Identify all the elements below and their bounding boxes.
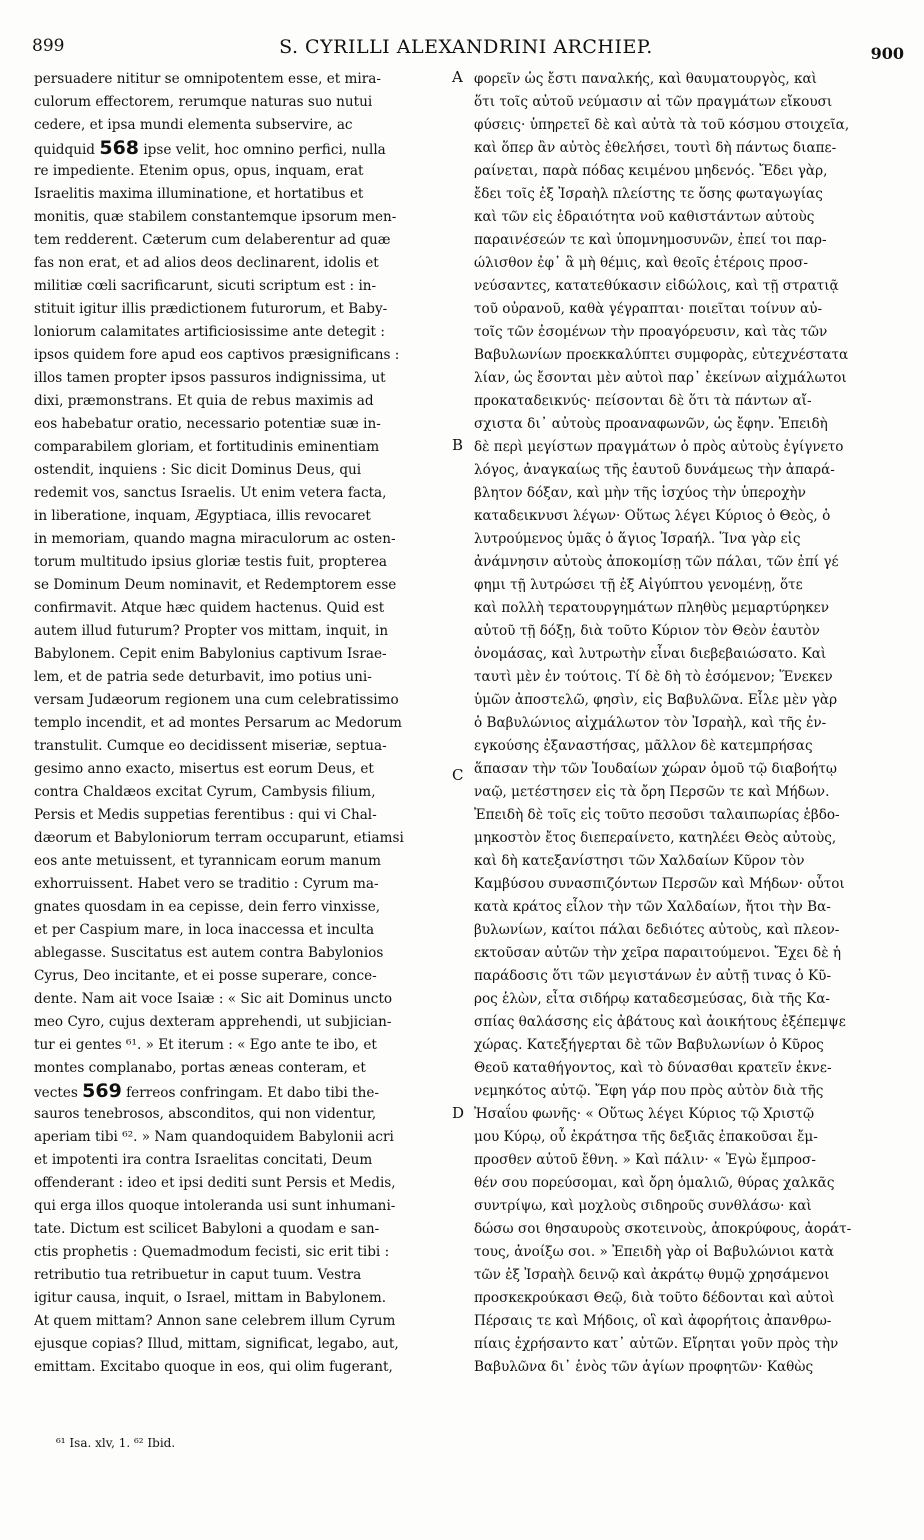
greek-text-line: ταυτὶ μὲν ἐν τούτοις. Τί δὲ δὴ τὸ ἐσόμενον; Ἕνεκεν	[474, 669, 833, 685]
greek-text-line: Βαβυλῶνα δι᾽ ἑνὸς τῶν ἁγίων προφητῶν· Καθὼς	[474, 1359, 814, 1375]
greek-text-line: μηκοστὸν ἔτος διεπεραίνετο, κατηλέει Θεὸς αὐτοὺς,	[474, 830, 837, 846]
column-number: 569	[82, 1080, 122, 1102]
greek-text-line: δώσω σοι θησαυροὺς σκοτεινοὺς, ἀποκρύφους, ἀοράτ-	[474, 1221, 852, 1237]
latin-text-line: Israelitis maxima illuminatione, et hortatibus et	[34, 186, 364, 202]
greek-text-line: Βαβυλωνίων προεκκαλύπτει συμφορὰς, εὐτεχνέστατα	[474, 347, 849, 363]
latin-text-line: gesimo anno exacto, misertus est eorum Deus, et	[34, 761, 374, 777]
latin-text-line: illos tamen propter ipsos passuros indignissima, ut	[34, 370, 386, 386]
greek-text-line: ὑμῶν ἀποστελῶ, φησὶν, εἰς Βαβυλῶνα. Εἷλε μὲν γὰρ	[474, 692, 838, 708]
latin-text-line: quidquid 568 ipse velit, hoc omnino perfici, nulla	[34, 137, 386, 159]
latin-text-line: montes complanabo, portas æneas conteram, et	[34, 1060, 366, 1076]
latin-text-line: transtulit. Cumque eo decidissent miseriæ, septua-	[34, 738, 387, 754]
greek-text-line: Καμβύσου συνασπιζόντων Περσῶν καὶ Μήδων· οὗτοι	[474, 876, 845, 892]
greek-text-line: εγκούσης ἐξαναστήσας, μᾶλλον δὲ κατεμπρήσας	[474, 738, 813, 754]
greek-column	[474, 68, 904, 1379]
footnote: ⁶¹ Isa. xlv, 1. ⁶² Ibid.	[56, 1436, 176, 1450]
greek-text-line: παράδοσις ὅτι τῶν μεγιστάνων ἐν αὐτῇ τινας ὁ Κῦ-	[474, 968, 832, 984]
greek-text-line: τοῖς τῶν ἐσομένων τὴν προαγόρευσιν, καὶ τὰς τῶν	[474, 324, 828, 340]
greek-text-line: καταδεικνυσι λέγων· Οὕτως λέγει Κύριος ὁ Θεὸς, ὁ	[474, 508, 831, 524]
latin-text-line: se Dominum Deum nominavit, et Redemptorem esse	[34, 577, 397, 593]
greek-text-line: τοῦ οὐρανοῦ, καθὰ γέγραπται· ποιεῖται τοίνυν αὐ-	[474, 301, 823, 317]
greek-text-line: φημι τῇ λυτρώσει τῇ ἐξ Αἰγύπτου γενομένῃ, ὅτε	[474, 577, 803, 593]
latin-text-line: gnates quosdam in ea cepisse, dein ferro vinxisse,	[34, 899, 381, 915]
latin-text-line: ablegasse. Suscitatus est autem contra Babylonios	[34, 945, 384, 961]
latin-text-line: ipsos quidem fore apud eos captivos præsignificans :	[34, 347, 400, 363]
section-marker-c: C	[452, 766, 464, 784]
latin-text-line: et impotenti ira contra Israelitas concitati, Deum	[34, 1152, 373, 1168]
latin-text-line: loniorum calamitates artificiosissime ante detegit :	[34, 324, 385, 340]
latin-text-line: Cyrus, Deo incitante, et ei posse superare, conce-	[34, 968, 377, 984]
greek-text-line: ἀνάμνησιν αὐτοὺς ἀποκομίσῃ τῶν πάλαι, τῶν ἐπί γέ	[474, 554, 839, 570]
latin-text-line: eos ante metuissent, et tyrannicam eorum manum	[34, 853, 382, 869]
latin-text-line: confirmavit. Atque hæc quidem hactenus. Quid est	[34, 600, 385, 616]
greek-text-line: νεύσαντες, κατατεθύκασιν εἰδώλοις, καὶ τῇ στρατιᾷ	[474, 278, 839, 294]
greek-text-line: τους, ἀνοίξω σοι. » Ἐπειδὴ γὰρ οἱ Βαβυλώνιοι κατὰ	[474, 1244, 834, 1260]
latin-text-line: lem, et de patria sede deturbavit, imo potius uni-	[34, 669, 372, 685]
latin-text-line: igitur causa, inquit, o Israel, mittam in Babylonem.	[34, 1290, 387, 1306]
greek-text-line: καὶ δὴ κατεξανίστησι τῶν Χαλδαίων Κῦρον τὸν	[474, 853, 805, 869]
latin-column	[34, 68, 446, 1379]
greek-text-line: λίαν, ὡς ἔσονται μὲν αὐτοὶ παρ᾽ ἐκείνων αἰχμάλωτοι	[474, 370, 847, 386]
greek-text-line: προσθεν αὐτοῦ ἔθνη. » Καὶ πάλιν· « Ἐγὼ ἔμπροσ-	[474, 1152, 816, 1168]
latin-text-line: tur ei gentes ⁶¹. » Et iterum : « Ego ante te ibo, et	[34, 1037, 377, 1053]
latin-text-line: ejusque copias? Illud, mittam, significat, legabo, aut,	[34, 1336, 399, 1352]
greek-text-line: ὅτι τοῖς αὐτοῦ νεύμασιν αἱ τῶν πραγμάτων εἴκουσι	[474, 94, 833, 110]
greek-text-line: καὶ ὅπερ ἂν αὐτὸς ἐθελήσει, τουτὶ δὴ πάντως διαπε-	[474, 140, 837, 156]
latin-text-line: exhorruissent. Habet vero se traditio : Cyrum ma-	[34, 876, 379, 892]
latin-text-line: contra Chaldæos excitat Cyrum, Cambysis filium,	[34, 784, 376, 800]
latin-text-line: retributio tua retribuetur in caput tuum. Vestra	[34, 1267, 362, 1283]
greek-text-line: παραινέσεών τε καὶ ὑπομνημοσυνῶν, ἐπεί τοι παρ-	[474, 232, 827, 248]
latin-text-line: dæorum et Babyloniorum terram occuparunt, etiamsi	[34, 830, 404, 846]
latin-text-line: ostendit, inquiens : Sic dicit Dominus Deus, qui	[34, 462, 362, 478]
greek-text-line: βυλωνίων, καίτοι πάλαι δεδιότες αὐτοὺς, καὶ πλεον-	[474, 922, 840, 938]
greek-text-line: σπίας θαλάσσης εἰς ἀβάτους καὶ ἀοικήτους ἐξέπεμψε	[474, 1014, 846, 1030]
greek-text-line: πίαις ἐχρήσαντο κατ᾽ αὐτῶν. Εἴρηται γοῦν πρὸς τὴν	[474, 1336, 839, 1352]
greek-text-line: καὶ πολλὴ τερατουργημάτων πληθὺς μεμαρτύρηκεν	[474, 600, 829, 616]
greek-text-line: ἔδει τοῖς ἐξ Ἰσραὴλ πλείστης τε ὅσης φωταγωγίας	[474, 186, 823, 202]
greek-text-line: λόγος, ἀναγκαίως τῆς ἑαυτοῦ δυνάμεως τὴν ἀπαρά-	[474, 462, 835, 478]
greek-text-line: αὐτοῦ τῇ δόξῃ, διὰ τοῦτο Κύριον τὸν Θεὸν ἑαυτὸν	[474, 623, 820, 639]
greek-text-line: Ἠσαΐου φωνῆς· « Οὕτως λέγει Κύριος τῷ Χριστῷ	[474, 1106, 815, 1122]
latin-text-line: emittam. Excitabo quoque in eos, qui olim fugerant,	[34, 1359, 393, 1375]
latin-text-line: redemit vos, sanctus Israelis. Ut enim vetera facta,	[34, 485, 387, 501]
latin-text-line: fas non erat, et ad alios deos declinarent, idolis et	[34, 255, 379, 271]
column-number: 568	[99, 137, 140, 159]
greek-text-line: ὀνομάσας, καὶ λυτρωτὴν εἶναι διεβεβαιώσατο. Καὶ	[474, 646, 827, 662]
greek-text-line: Θεοῦ καταθήγοντος, καὶ τὸ δύνασθαι κρατεῖν ἐκνε-	[474, 1060, 832, 1076]
latin-text-line: comparabilem gloriam, et fortitudinis eminentiam	[34, 439, 380, 455]
page-header	[28, 36, 904, 70]
latin-text-line: autem illud futurum? Propter vos mittam, inquit, in	[34, 623, 389, 639]
latin-text-line: re impediente. Etenim opus, opus, inquam, erat	[34, 163, 364, 179]
latin-text-line: tate. Dictum est scilicet Babyloni a quodam e san-	[34, 1221, 380, 1237]
latin-text-line: stituit igitur illis prædictionem futurorum, et Baby-	[34, 301, 388, 317]
greek-text-line: ναῷ, μετέστησεν εἰς τὰ ὄρη Περσῶν τε καὶ Μήδων.	[474, 784, 830, 800]
greek-text-line: ώλισθον ἐφ᾽ ἃ μὴ θέμις, καὶ θεοῖς ἑτέροις προσ-	[474, 255, 808, 271]
latin-text-line: tem redderent. Cæterum cum delaberentur ad quæ	[34, 232, 391, 248]
greek-text-line: ραίνεται, παρὰ πόδας κειμένου μηδενός. Ἔδει γὰρ,	[474, 163, 828, 179]
greek-text-line: τῶν ἐξ Ἰσραὴλ δεινῷ καὶ ἀκράτῳ θυμῷ χρησάμενοι	[474, 1267, 830, 1283]
greek-text-line: φύσεις· ὑπηρετεῖ δὲ καὶ αὐτὰ τὰ τοῦ κόσμου στοιχεῖα,	[474, 117, 850, 133]
page-number-right: 900	[870, 44, 904, 63]
page-number-left: 899	[32, 36, 65, 56]
greek-text-line: βλητον δόξαν, καὶ μὴν τῆς ἰσχύος τὴν ὑπεροχὴν	[474, 485, 806, 501]
greek-text-line: λυτρούμενος ὑμᾶς ὁ ἅγιος Ἰσραήλ. Ἵνα γὰρ εἰς	[474, 531, 801, 547]
latin-text-line: aperiam tibi ⁶². » Nam quandoquidem Babylonii acri	[34, 1129, 394, 1145]
greek-text-line: καὶ τῶν εἰς ἑδραιότητα νοῦ καθιστάντων αὐτοὺς	[474, 209, 815, 225]
greek-text-line: μου Κύρῳ, οὗ ἐκράτησα τῆς δεξιᾶς ἐπακοῦσαι ἔμ-	[474, 1129, 818, 1145]
latin-text-line: in memoriam, quando magna miraculorum ac osten-	[34, 531, 396, 547]
latin-text-line: et per Caspium mare, in loca inaccessa et inculta	[34, 922, 375, 938]
greek-text-line: εκτοῦσαν αὐτῶν τὴν χεῖρα παραιτούμενοι. Ἔχει δὲ ἡ	[474, 945, 841, 961]
latin-text-line: meo Cyro, cujus dexteram apprehendi, ut subjician-	[34, 1014, 392, 1030]
section-marker-b: B	[452, 436, 464, 454]
section-marker-d: D	[452, 1104, 465, 1122]
greek-text-line: χώρας. Κατεξήγερται δὲ τῶν Βαβυλωνίων ὁ Κῦρος	[474, 1037, 824, 1053]
latin-text-line: offenderant : ideo et ipsi dediti sunt Persis et Medis,	[34, 1175, 396, 1191]
greek-text-line: Ἐπειδὴ δὲ τοῖς εἰς τοῦτο πεσοῦσι ταλαιπωρίας ἑβδο-	[474, 807, 840, 823]
latin-text-line: ctis prophetis : Quemadmodum fecisti, sic erit tibi :	[34, 1244, 390, 1260]
latin-text-line: templo incendit, et ad montes Persarum ac Medorum	[34, 715, 402, 731]
latin-text-line: torum multitudo ipsius gloriæ testis fuit, propterea	[34, 554, 388, 570]
greek-text-line: θέν σου πορεύσομαι, καὶ ὄρη ὁμαλιῶ, θύρας χαλκᾶς	[474, 1175, 835, 1191]
latin-text-line: in liberatione, inquam, Ægyptiaca, illis revocaret	[34, 508, 371, 524]
latin-text-line: cedere, et ipsa mundi elementa subservire, ac	[34, 117, 353, 133]
latin-text-line: vectes 569 ferreos confringam. Et dabo tibi the-	[34, 1080, 380, 1102]
latin-text-line: dixi, præmonstrans. Et quia de rebus maximis ad	[34, 393, 374, 409]
greek-text-line: κατὰ κράτος εἷλον τὴν τῶν Χαλδαίων, ἤτοι τὴν Βα-	[474, 899, 831, 915]
greek-text-line: δὲ περὶ μεγίστων πραγμάτων ὁ πρὸς αὐτοὺς ἐγίγνετο	[474, 439, 844, 455]
greek-text-line: ρος ἑλὼν, εἶτα σιδήρῳ καταδεσμεύσας, διὰ τῆς Κα-	[474, 991, 831, 1007]
latin-text-line: eos habebatur oratio, necessario potentiæ suæ in-	[34, 416, 381, 432]
latin-text-line: culorum effectorem, rerumque naturas suo nutui	[34, 94, 373, 110]
running-title: S. CYRILLI ALEXANDRINI ARCHIEP.	[279, 36, 653, 58]
greek-text-line: ἅπασαν τὴν τῶν Ἰουδαίων χώραν ὁμοῦ τῷ διαβοήτῳ	[474, 761, 837, 777]
greek-text-line: συντρίψω, καὶ μοχλοὺς σιδηροῦς συνθλάσω· καὶ	[474, 1198, 812, 1214]
latin-text-line: persuadere nititur se omnipotentem esse, et mira-	[34, 71, 381, 87]
greek-text-line: ὁ Βαβυλώνιος αἰχμάλωτον τὸν Ἰσραὴλ, καὶ τῆς ἐν-	[474, 715, 827, 731]
latin-text-line: Babylonem. Cepit enim Babylonius captivum Israe-	[34, 646, 387, 662]
latin-text-line: Persis et Medis suppetias ferentibus : qui vi Chal-	[34, 807, 377, 823]
latin-text-line: At quem mittam? Annon sane celebrem illum Cyrum	[34, 1313, 396, 1329]
latin-text-line: dente. Nam ait voce Isaiæ : « Sic ait Dominus uncto	[34, 991, 393, 1007]
greek-text-line: προκαταδεικνύς· πείσονται δὲ ὅτι τὰ πάντων αἴ-	[474, 393, 812, 409]
section-marker-a: A	[452, 68, 463, 86]
greek-text-line: νεμηκότος αὐτῷ. Ἔφη γάρ που πρὸς αὐτὸν διὰ τῆς	[474, 1083, 824, 1099]
latin-text-line: qui erga illos quoque intoleranda usi sunt inhumani-	[34, 1198, 396, 1214]
greek-text-line: φορεῖν ὡς ἔστι παναλκής, καὶ θαυματουργὸς, καὶ	[474, 71, 817, 87]
greek-text-line: σχιστα δι᾽ αὐτοὺς προαναφωνῶν, ὡς ἔφην. Ἐπειδὴ	[474, 416, 828, 432]
latin-text-line: militiæ cœli sacrificarunt, sicuti scriptum est : in-	[34, 278, 377, 294]
latin-text-line: sauros tenebrosos, absconditos, qui non videntur,	[34, 1106, 377, 1122]
greek-text-line: προσκεκρούκασι Θεῷ, διὰ τοῦτο δέδονται καὶ αὐτοὶ	[474, 1290, 835, 1306]
greek-text-line: Πέρσαις τε καὶ Μήδοις, οἳ καὶ ἀφορήτοις ἀπανθρω-	[474, 1313, 832, 1329]
latin-text-line: versam Judæorum regionem una cum celebratissimo	[34, 692, 399, 708]
latin-text-line: monitis, quæ stabilem constantemque ipsorum men-	[34, 209, 397, 225]
